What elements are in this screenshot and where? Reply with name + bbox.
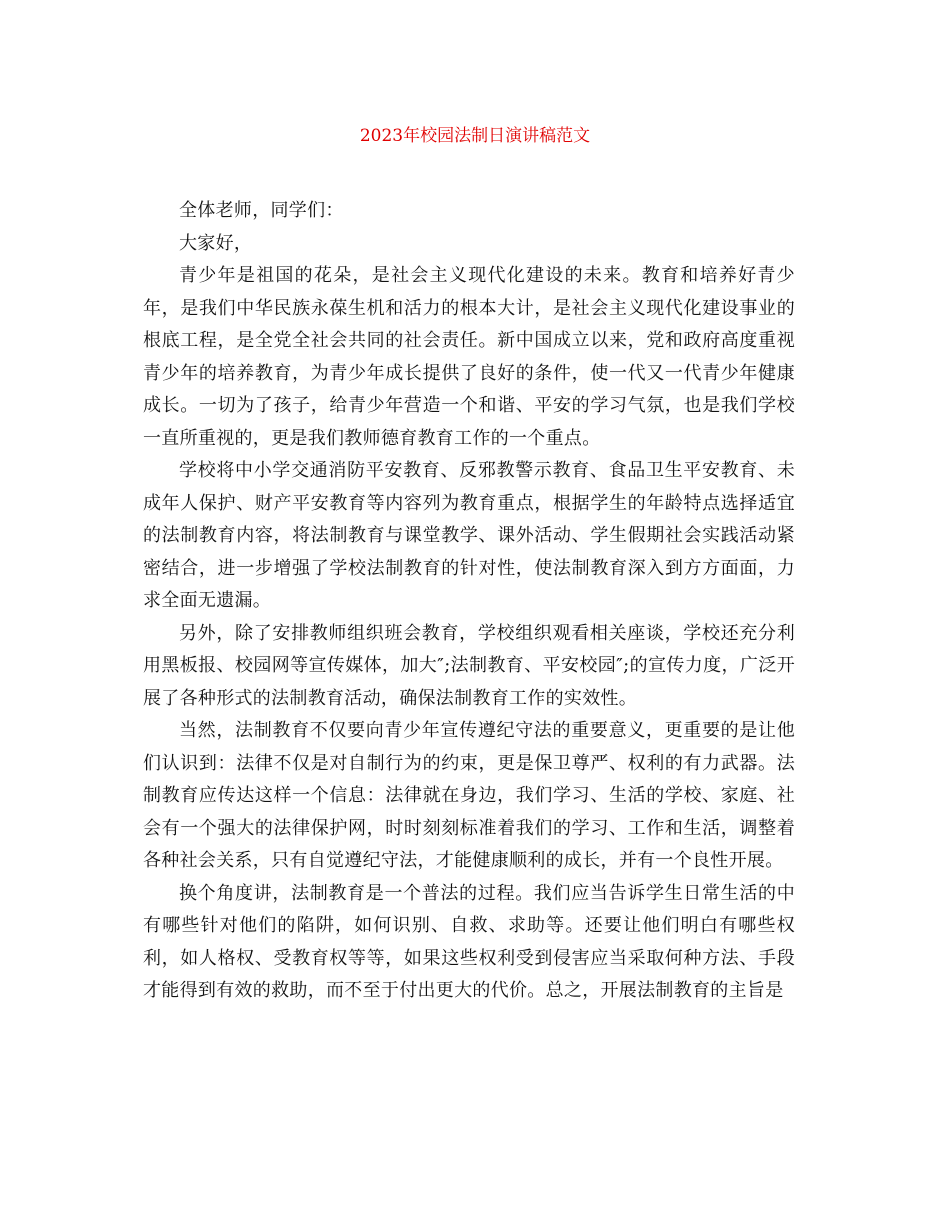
paragraph: 换个角度讲，法制教育是一个普法的过程。我们应当告诉学生日常生活的中有哪些针对他们的陷阱，如何识别、自救、求助等。还要让他们明白有哪些权利，如人格权、受教育权等等，如果这些权利受到侵害应当采取何种方法、手段才能得到有效的救助，而不至于付出更大的代价。总之，开展法制教育的主旨是 <box>143 882 795 1001</box>
greeting: 大家好， <box>179 232 253 254</box>
paragraph: 另外，除了安排教师组织班会教育，学校组织观看相关座谈，学校还充分利用黑板报、校园网等宣传媒体，加大″;法制教育、平安校园″;的宣传力度，广泛开展了各种形式的法制教育活动，确保法制教育工作的实效性。 <box>143 622 795 709</box>
document-body <box>143 195 795 1008</box>
paragraph: 当然，法制教育不仅要向青少年宣传遵纪守法的重要意义，更重要的是让他们认识到：法律不仅是对自制行为的约束，更是保卫尊严、权利的有力武器。法制教育应传达这样一个信息：法律就在身边，我们学习、生活的学校、家庭、社会有一个强大的法律保护网，时时刻刻标准着我们的学习、工作和生活，调整着各种社会关系，只有自觉遵纪守法，才能健康顺利的成长，并有一个良性开展。 <box>143 720 795 871</box>
paragraph: 青少年是祖国的花朵，是社会主义现代化建设的未来。教育和培养好青少年，是我们中华民族永葆生机和活力的根本大计，是社会主义现代化建设事业的根底工程，是全党全社会共同的社会责任。新中国成立以来，党和政府高度重视青少年的培养教育，为青少年成长提供了良好的条件，使一代又一代青少年健康成长。一切为了孩子，给青少年营造一个和谐、平安的学习气氛，也是我们学校一直所重视的，更是我们教师德育教育工作的一个重点。 <box>143 265 795 449</box>
page-title: 2023年校园法制日演讲稿范文 <box>359 126 591 146</box>
paragraph: 学校将中小学交通消防平安教育、反邪教警示教育、食品卫生平安教育、未成年人保护、财产平安教育等内容列为教育重点，根据学生的年龄特点选择适宜的法制教育内容，将法制教育与课堂教学、课外活动、学生假期社会实践活动紧密结合，进一步增强了学校法制教育的针对性，使法制教育深入到方方面面，力求全面无遗漏。 <box>143 460 795 611</box>
salutation: 全体老师，同学们： <box>179 200 344 221</box>
